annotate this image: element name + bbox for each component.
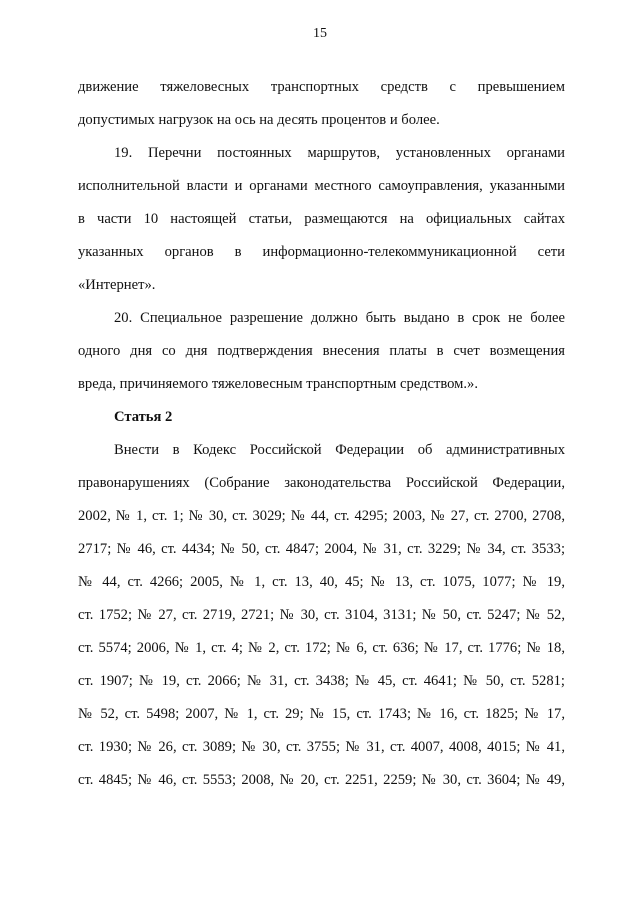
text-line: в части 10 настоящей статьи, размещаются на официальных сайтах [78, 211, 565, 227]
text-line: правонарушениях (Собрание законодательства Российской Федерации, [78, 475, 565, 491]
text-line: ст. 1930; № 26, ст. 3089; № 30, ст. 3755; № 31, ст. 4007, 4008, 4015; № 41, [78, 739, 565, 755]
text-line: № 52, ст. 5498; 2007, № 1, ст. 29; № 15, ст. 1743; № 16, ст. 1825; № 17, [78, 706, 565, 722]
text-line: вреда, причиняемого тяжеловесным транспортным средством.». [78, 376, 478, 392]
text-line: указанных органов в информационно-телекоммуникационной сети [78, 244, 565, 260]
text-line: 20. Специальное разрешение должно быть выдано в срок не более [114, 310, 565, 326]
paragraph-item-20 [78, 308, 565, 407]
text-line: 2002, № 1, ст. 1; № 30, ст. 3029; № 44, ст. 4295; 2003, № 27, ст. 2700, 2708, [78, 508, 565, 524]
text-line: одного дня со дня подтверждения внесения платы в счет возмещения [78, 343, 565, 359]
text-line: ст. 4845; № 46, ст. 5553; 2008, № 20, ст. 2251, 2259; № 30, ст. 3604; № 49, [78, 772, 565, 788]
text-line: 19. Перечни постоянных маршрутов, установленных органами [114, 145, 565, 161]
text-line: 2717; № 46, ст. 4434; № 50, ст. 4847; 2004, № 31, ст. 3229; № 34, ст. 3533; [78, 541, 565, 557]
text-line: ст. 1907; № 19, ст. 2066; № 31, ст. 3438; № 45, ст. 4641; № 50, ст. 5281; [78, 673, 565, 689]
page-number: 15 [313, 26, 327, 41]
text-line: ст. 1752; № 27, ст. 2719, 2721; № 30, ст. 3104, 3131; № 50, ст. 5247; № 52, [78, 607, 565, 623]
document-body [78, 77, 565, 803]
paragraph-article-2 [78, 440, 565, 803]
text-line: движение тяжеловесных транспортных средств с превышением [78, 79, 565, 95]
text-line: «Интернет». [78, 277, 156, 293]
text-line: допустимых нагрузок на ось на десять процентов и более. [78, 112, 440, 128]
paragraph-item-19 [78, 143, 565, 308]
text-line: ст. 5574; 2006, № 1, ст. 4; № 2, ст. 172; № 6, ст. 636; № 17, ст. 1776; № 18, [78, 640, 565, 656]
article-heading: Статья 2 [114, 409, 173, 425]
paragraph-continuation [78, 77, 565, 143]
text-line: исполнительной власти и органами местного самоуправления, указанными [78, 178, 565, 194]
text-line: Внести в Кодекс Российской Федерации об административных [114, 442, 565, 458]
text-line: № 44, ст. 4266; 2005, № 1, ст. 13, 40, 45; № 13, ст. 1075, 1077; № 19, [78, 574, 565, 590]
